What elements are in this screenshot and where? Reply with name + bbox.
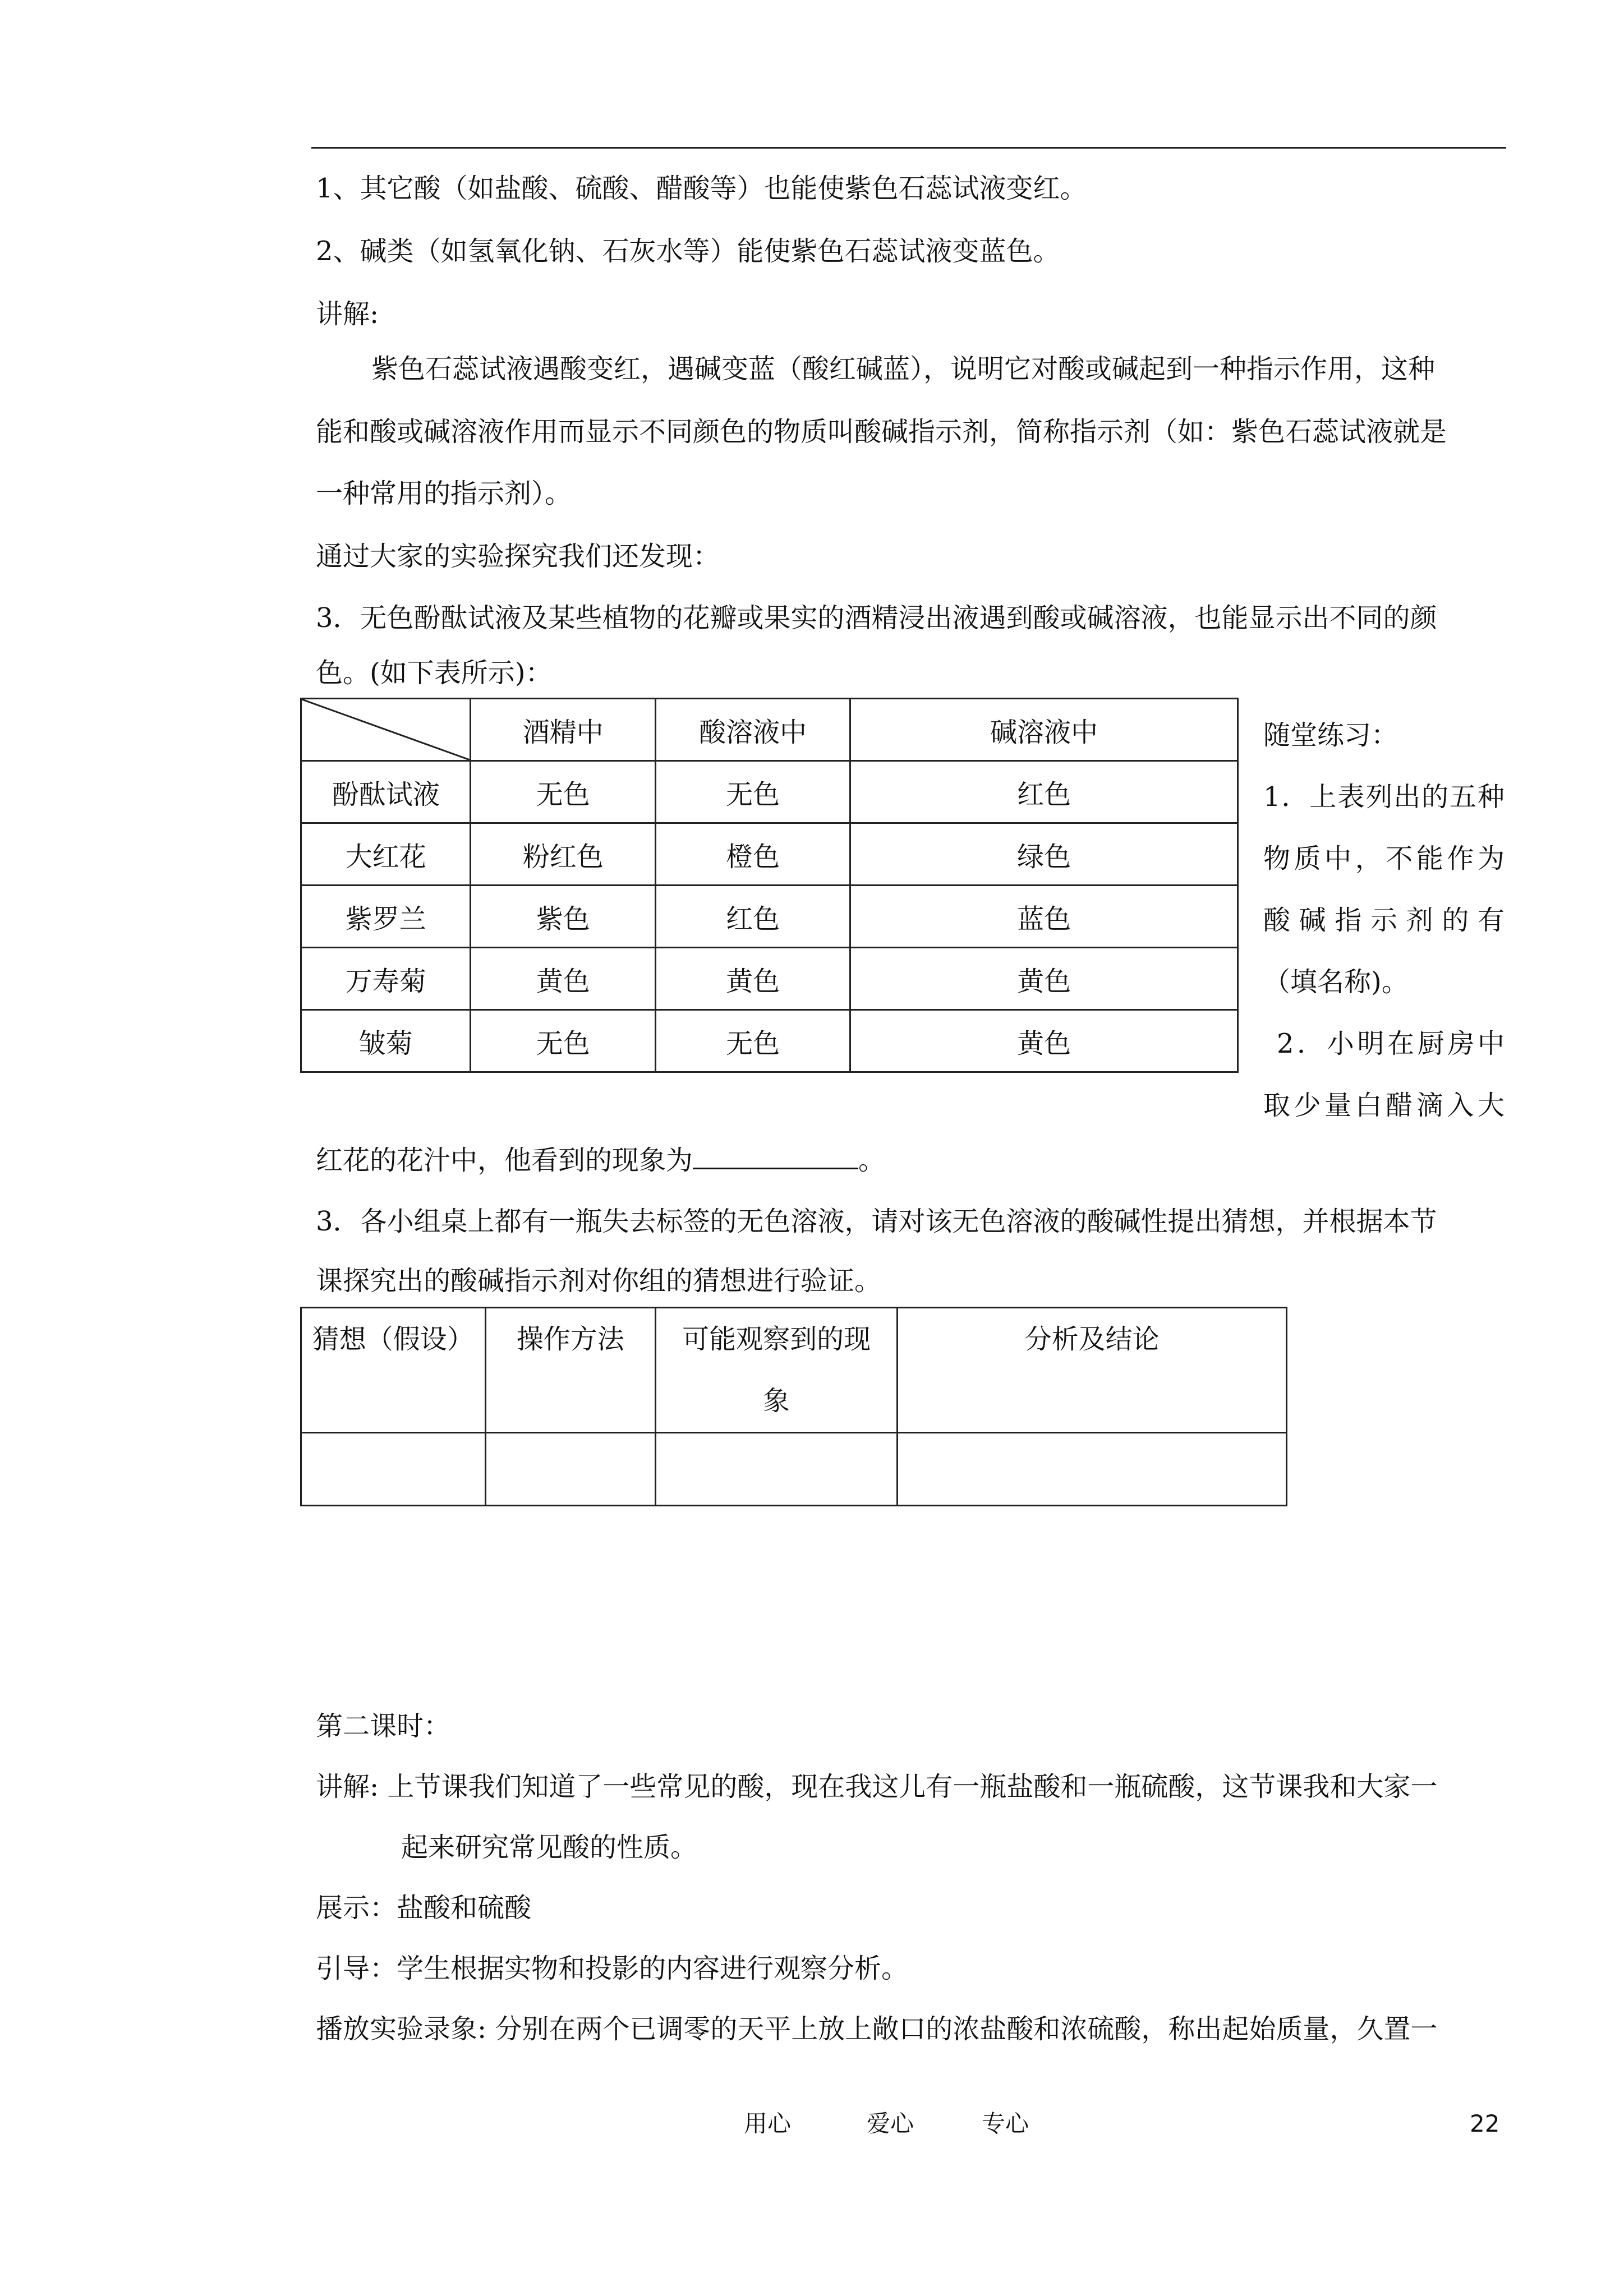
intro-line-2: 2、碱类（如氢氧化钠、石灰水等）能使紫色石蕊试液变蓝色。 [316,236,1060,267]
point3-line-2: 色。(如下表所示)： [316,657,553,689]
practice-q1-line-2: 物质中，不能作为 [1263,843,1505,874]
column-header: 酒精中 [471,699,655,761]
row-label: 紫罗兰 [301,886,471,948]
table-row [301,1010,1238,1072]
column-header: 分析及结论 [898,1308,1287,1433]
lesson2-title: 第二课时： [316,1711,451,1742]
column-header [656,1308,898,1433]
column-header: 操作方法 [485,1308,655,1433]
table-cell: 无色 [655,761,850,823]
explain-label: 讲解: [316,298,379,330]
table-cell: 无色 [471,761,655,823]
table-row [301,761,1238,823]
answer-cell[interactable] [898,1433,1287,1506]
footer-word-3: 专心 [982,2110,1029,2137]
table-row [301,823,1238,886]
point3-line-1: 3．无色酚酞试液及某些植物的花瓣或果实的酒精浸出液遇到酸或碱溶液，也能显示出不同的颜 [316,602,1437,634]
column-header: 酸溶液中 [655,699,850,761]
table-cell: 蓝色 [850,886,1238,948]
column-header: 碱溶液中 [850,699,1238,761]
lesson2-explain-line-2: 起来研究常见酸的性质。 [401,1832,698,1863]
table-header-row [301,699,1238,761]
discovery-line: 通过大家的实验探究我们还发现： [316,541,720,572]
row-label: 酚酞试液 [301,761,471,823]
answer-blank[interactable] [693,1143,858,1169]
row-label: 大红花 [301,823,471,886]
answer-cell[interactable] [301,1433,486,1506]
lesson2-guide: 引导：学生根据实物和投影的内容进行观察分析。 [316,1953,909,1984]
table-cell: 无色 [471,1010,655,1072]
practice-q1-line-1: 1．上表列出的五种 [1263,781,1505,813]
answer-cell[interactable] [485,1433,655,1506]
answer-cell[interactable] [656,1433,898,1506]
page-number: 22 [1470,2110,1500,2137]
column-header: 猜想（假设） [301,1308,486,1433]
explain-paragraph-line-2: 能和酸或碱溶液作用而显示不同颜色的物质叫酸碱指示剂，简称指示剂（如：紫色石蕊试液就是 [316,416,1447,448]
table-cell: 黄色 [655,948,850,1010]
table-row [301,886,1238,948]
table-cell: 红色 [850,761,1238,823]
row-label: 皱菊 [301,1010,471,1072]
table-cell: 黄色 [850,948,1238,1010]
explain-paragraph-line-1: 紫色石蕊试液遇酸变红，遇碱变蓝（酸红碱蓝），说明它对酸或碱起到一种指示作用，这种 [371,353,1436,385]
table-cell: 紫色 [471,886,655,948]
practice-title: 随堂练习： [1263,720,1398,751]
column-header-line-2: 象 [763,1385,790,1417]
lesson2-play: 播放实验录象: 分别在两个已调零的天平上放上敞口的浓盐酸和浓硫酸，称出起始质量，久置一 [316,2013,1438,2045]
lesson2-explain-line-1: 讲解: 上节课我们知道了一些常见的酸，现在我这儿有一瓶盐酸和一瓶硫酸，这节课我和大家一 [316,1771,1438,1802]
table-cell: 橙色 [655,823,850,886]
column-header-line-1: 可能观察到的现 [682,1324,871,1355]
practice-q2-line-2: 取少量白醋滴入大 [1263,1090,1505,1121]
practice-q2-end: 。 [858,1145,886,1176]
table-cell: 无色 [655,1010,850,1072]
practice-q1-line-4: （填名称)。 [1263,966,1409,998]
task3-line-2: 课探究出的酸碱指示剂对你组的猜想进行验证。 [316,1265,882,1297]
diagonal-header-cell [301,699,471,761]
table-cell: 黄色 [471,948,655,1010]
header-rule [311,147,1506,149]
indicator-color-table [300,698,1239,1073]
table-cell: 绿色 [850,823,1238,886]
footer-word-1: 用心 [744,2110,792,2137]
table-cell: 粉红色 [471,823,655,886]
hypothesis-plan-table [300,1307,1287,1506]
lesson2-show: 展示：盐酸和硫酸 [316,1892,532,1924]
table-cell: 黄色 [850,1010,1238,1072]
table-header-row [301,1308,1287,1433]
table-row [301,1433,1287,1506]
table-cell: 红色 [655,886,850,948]
practice-side-note [1263,704,1505,1136]
practice-q1-line-3: 酸碱指示剂的有 [1263,905,1505,936]
practice-q2-text: 红花的花汁中，他看到的现象为 [316,1145,693,1176]
explain-paragraph-line-3: 一种常用的指示剂）。 [316,478,572,509]
task3-line-1: 3．各小组桌上都有一瓶失去标签的无色溶液，请对该无色溶液的酸碱性提出猜想，并根据本节 [316,1206,1437,1237]
intro-line-1: 1、其它酸（如盐酸、硫酸、醋酸等）也能使紫色石蕊试液变红。 [316,173,1087,204]
practice-q2-line-1: 2．小明在厨房中 [1277,1028,1505,1059]
practice-q2-continuation [316,1143,885,1177]
row-label: 万寿菊 [301,948,471,1010]
diagonal-line [302,699,470,760]
table-row [301,948,1238,1010]
footer-word-2: 爱心 [867,2110,914,2137]
